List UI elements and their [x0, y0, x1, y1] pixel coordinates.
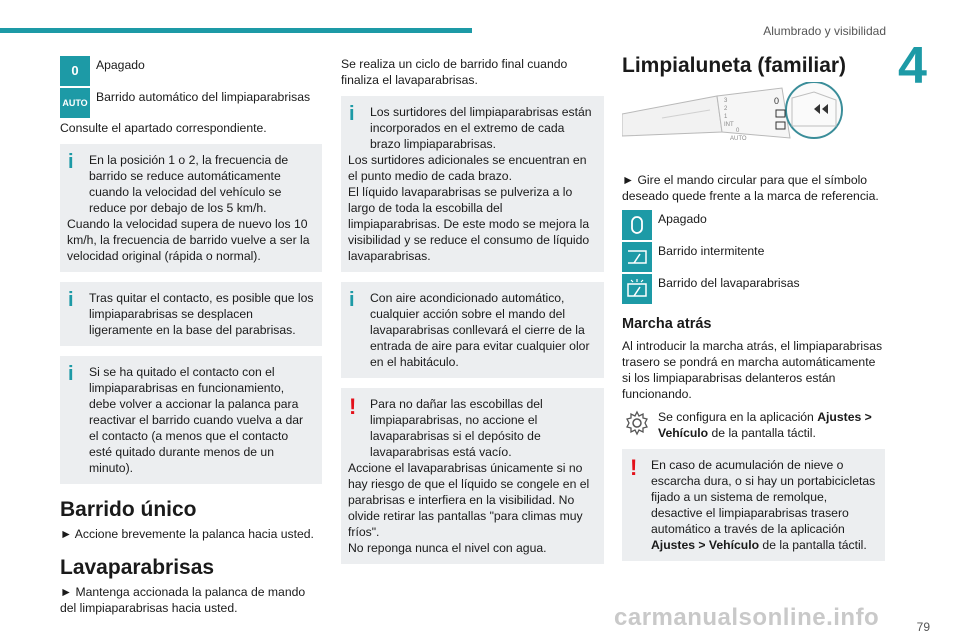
info-note-ignition — [60, 282, 322, 346]
info-icon: i — [68, 289, 74, 311]
info-note-jets — [341, 96, 604, 272]
settings-text-post: de la pantalla táctil. — [708, 426, 816, 440]
heading-rear-wiper: Limpialuneta (familiar) — [622, 54, 847, 77]
warning-text: Accione el lavaparabrisas únicamente si no hay riesgo de que el líquido se congele en el parabrisas e interfiera en la visibilidad. No olvide retirar las pantallas "para climas muy fríos". — [348, 461, 590, 539]
settings-row — [622, 408, 885, 441]
warning-text — [629, 457, 877, 553]
intermittent-wipe-icon — [622, 242, 652, 272]
heading-washer: Lavaparabrisas — [60, 556, 215, 579]
wiper-stalk-diagram — [622, 82, 885, 164]
diagram-label: INT — [724, 122, 734, 128]
info-icon: i — [349, 289, 355, 311]
rear-off-label: Apagado — [658, 212, 707, 226]
off-row — [60, 56, 322, 86]
column-2 — [341, 56, 604, 574]
header-bar — [0, 28, 472, 33]
note-text: Tras quitar el contacto, es posible que los limpiaparabrisas se desplacen ligeramente en la base del parabrisas. — [89, 291, 314, 337]
diagram-label: 2 — [724, 106, 728, 112]
info-icon: i — [68, 363, 74, 385]
column-3 — [622, 56, 885, 571]
column-1 — [60, 56, 322, 620]
off-badge-icon: 0 — [60, 56, 90, 86]
note-text: Los surtidores adicionales se encuentran en el punto medio de cada brazo. — [348, 153, 587, 183]
settings-path: Ajustes > Vehículo — [658, 410, 872, 440]
washer-label: Barrido del lavaparabrisas — [658, 276, 800, 290]
off-label: Apagado — [96, 58, 145, 72]
heading-reverse: Marcha atrás — [622, 316, 712, 332]
page-number: 79 — [916, 620, 930, 634]
washer-row — [622, 274, 885, 304]
auto-label: Barrido automático del limpiaparabrisas — [96, 90, 311, 104]
settings-text-pre: Se configura en la aplicación — [658, 410, 818, 424]
warning-icon: ! — [349, 394, 357, 419]
washer-text: ► Mantenga accionada la palanca de mando del limpiaparabrisas hacia usted. — [60, 585, 306, 615]
svg-text:0: 0 — [774, 96, 780, 106]
intermittent-label: Barrido intermitente — [658, 244, 765, 258]
washer-wipe-icon — [622, 274, 652, 304]
warning-note-snow — [622, 449, 885, 561]
diagram-label: AUTO — [730, 136, 747, 142]
warning-note-washer — [341, 388, 604, 564]
rear-off-icon — [622, 210, 652, 240]
note-text: El líquido lavaparabrisas se pulveriza a lo largo de toda la escobilla del limpiaparabrisas. De este modo se mejora la visibilidad y se reduce el consumo de líquido lavaparabrisas. — [348, 185, 590, 263]
heading-single-wipe: Barrido único — [60, 498, 197, 521]
wiper-stalk-illustration — [622, 82, 862, 162]
auto-row — [60, 88, 322, 118]
chapter-number: 4 — [898, 37, 927, 95]
diagram-label: 0 — [736, 128, 740, 134]
settings-text — [658, 408, 885, 441]
diagram-label: 3 — [724, 98, 728, 104]
warning-text-post: de la pantalla táctil. — [759, 538, 867, 552]
auto-badge-icon: AUTO — [60, 88, 90, 118]
section-title: Alumbrado y visibilidad — [763, 24, 886, 38]
warning-settings-path: Ajustes > Vehículo — [651, 538, 760, 552]
intermittent-row — [622, 242, 885, 272]
note-text: Si se ha quitado el contacto con el limpiaparabrisas en funcionamiento, debe volver a accionar la palanca para reactivar el barrido cuando vuelva a dar el contacto (a menos que el contacto esté quitado durante menos de un minuto). — [89, 365, 304, 475]
warning-text-pre: En caso de acumulación de nieve o escarcha dura, o si hay un portabicicletas fijado a un sistema de remolque, desactive el limpiaparabrisas trasero automático a través de la aplicación — [651, 458, 876, 536]
info-icon: i — [68, 151, 74, 173]
rotate-instruction: ► Gire el mando circular para que el símbolo deseado quede frente a la marca de referencia. — [622, 173, 879, 203]
info-icon: i — [349, 103, 355, 125]
warning-icon: ! — [630, 455, 638, 480]
note-text: Con aire acondicionado automático, cualquier acción sobre el mando del lavaparabrisas conllevará el cierre de la entrada de aire para evitar cualquier olor en el habitáculo. — [370, 291, 590, 369]
warning-text: No reponga nunca el nivel con agua. — [348, 541, 547, 555]
gear-icon — [622, 408, 652, 438]
info-note-reactivate — [60, 356, 322, 484]
watermark: carmanualsonline.info — [614, 604, 880, 631]
rear-off-row — [622, 210, 885, 240]
info-note-speed — [60, 144, 322, 272]
reverse-text: Al introducir la marcha atrás, el limpiaparabrisas trasero se pondrá en marcha automáticamente si los limpiaparabrisas delanteros están funcionando. — [622, 339, 883, 401]
diagram-label: 1 — [724, 114, 728, 120]
single-wipe-text: ► Accione brevemente la palanca hacia usted. — [60, 527, 314, 541]
final-wipe-text: Se realiza un ciclo de barrido final cuando finaliza el lavaparabrisas. — [341, 57, 568, 87]
info-note-aircon — [341, 282, 604, 378]
note-text: Cuando la velocidad supera de nuevo los 10 km/h, la frecuencia de barrido vuelve a ser la velocidad original (rápida o normal). — [67, 217, 310, 263]
consult-text: Consulte el apartado correspondiente. — [60, 121, 267, 135]
note-text: Los surtidores del limpiaparabrisas están incorporados en el extremo de cada brazo limpiaparabrisas. — [370, 105, 592, 151]
warning-text: Para no dañar las escobillas del limpiaparabrisas, no accione el lavaparabrisas si el depósito de lavaparabrisas está vacío. — [370, 397, 543, 459]
note-text: En la posición 1 o 2, la frecuencia de barrido se reduce automáticamente cuando la velocidad del vehículo se reduce por debajo de los 5 km/h. — [89, 153, 289, 215]
